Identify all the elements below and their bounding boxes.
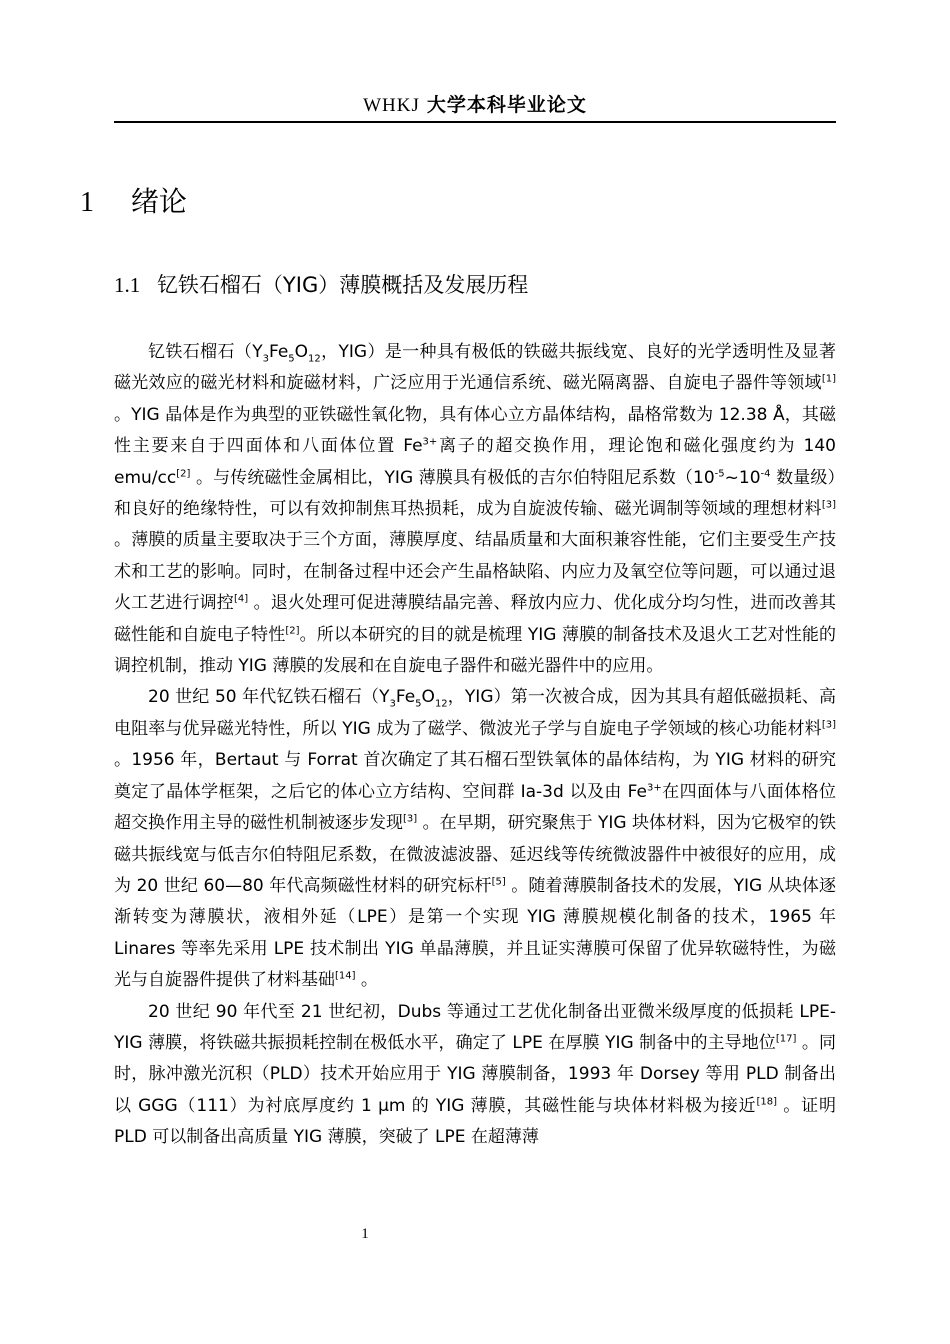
text-run: 。所以本研究的目的就是梳理 YIG 薄膜的制备技术及退火工艺对性能的调控机制，推动 YIG 薄膜的发展和在自旋电子器件和磁光器件中的应用。: [114, 624, 836, 677]
text-run: 。同时，脉冲激光沉积（PLD）技术开始应用于 YIG 薄膜制备，1993 年 Dorsey 等用 PLD 制备出以 GGG（111）为衬底厚度约 1 μm 的 YIG 薄膜，其磁性能与块体材料极为接近: [114, 1032, 837, 1116]
superscript: [17]: [775, 1033, 797, 1045]
text-run: 在四面体与八面体格位超交换作用主导的磁性机制被逐步发现: [114, 781, 836, 834]
superscript: -4: [760, 467, 771, 479]
superscript: [5]: [491, 876, 506, 888]
text-run: 钇铁石榴石（Y: [148, 342, 263, 362]
chapter-heading: [80, 184, 187, 221]
page-number: 1: [361, 1226, 369, 1242]
header-title: 大学本科毕业论文: [426, 94, 587, 116]
text-run: 。1956 年，Bertaut 与 Forrat 首次确定了其石榴石型铁氧体的晶体结构，为 YIG 材料的研究奠定了晶体学框架，之后它的体心立方结构、空间群 Ia-3d 以及由 Fe: [114, 750, 836, 802]
paragraph: [114, 997, 836, 1154]
superscript: [1]: [821, 373, 836, 385]
subscript: 3: [262, 353, 269, 365]
superscript: [4]: [233, 593, 249, 605]
running-header: [114, 92, 836, 119]
text-run: 20 世纪 90 年代至 21 世纪初，Dubs 等通过工艺优化制备出亚微米级厚度的低损耗 LPE-YIG 薄膜，将铁磁共振损耗控制在极低水平，确定了 LPE 在厚膜 YIG 制备中的主导地位: [114, 1001, 836, 1053]
text-run: ，YIG）第一次被合成，因为其具有超低磁损耗、高电阻率与优异磁光特性，所以 YIG 成为了磁学、微波光子学与自旋电子学领域的核心功能材料: [114, 687, 836, 739]
text-run: O: [294, 342, 309, 362]
text-run: 离子的超交换作用，理论饱和磁化强度约为 140 emu/cc: [114, 436, 836, 488]
text-run: 。与传统磁性金属相比，YIG 薄膜具有极低的吉尔伯特阻尼系数（10: [190, 467, 715, 488]
subscript: 5: [288, 353, 295, 365]
text-run: 。YIG 晶体是作为典型的亚铁磁性氧化物，具有体心立方晶体结构，晶格常数为 12.38 Å，其磁性主要来自于四面体和八面体位置 Fe: [114, 404, 836, 457]
section-number: 1.1: [114, 273, 141, 297]
text-run: 。退火处理可促进薄膜结晶完善、释放内应力、优化成分均匀性，进而改善其磁性能和自旋电子特性: [114, 593, 837, 645]
text-run: 。在早期，研究聚焦于 YIG 块体材料，因为它极窄的铁磁共振线宽与低吉尔伯特阻尼系数，在微波滤波器、延迟线等传统微波器件中被很好的应用，成为 20 世纪 60—80 年代高频磁性材料的研究标杆: [114, 813, 836, 896]
text-run: Fe: [268, 342, 289, 362]
superscript: -5: [714, 467, 725, 479]
superscript: [2]: [176, 467, 191, 479]
text-run: 。: [355, 970, 378, 991]
superscript: [3]: [403, 813, 418, 825]
paragraph: [114, 682, 836, 996]
text-run: O: [421, 687, 435, 708]
header-latin: WHKJ: [363, 95, 420, 116]
text-run: Fe: [395, 687, 416, 708]
chapter-title: 绪论: [130, 185, 187, 218]
superscript: [14]: [335, 970, 356, 982]
text-run: 。证明 PLD 可以制备出高质量 YIG 薄膜，突破了 LPE 在超薄薄: [114, 1095, 837, 1148]
superscript: 3+: [647, 782, 662, 794]
subscript: 5: [415, 698, 422, 710]
section-title: 钇铁石榴石（YIG）薄膜概括及发展历程: [156, 273, 529, 297]
superscript: [2]: [285, 625, 300, 636]
superscript: [3]: [821, 499, 836, 511]
superscript: [3]: [821, 719, 836, 731]
paragraph: [114, 337, 836, 682]
body-text: [114, 337, 836, 1154]
subscript: 3: [389, 698, 396, 710]
subscript: 12: [434, 698, 448, 710]
text-run: ~10: [724, 467, 761, 488]
superscript: [18]: [756, 1096, 778, 1108]
superscript: 3+: [422, 436, 438, 448]
section-heading: [114, 270, 528, 300]
text-run: 数量级）和良好的绝缘特性，可以有效抑制焦耳热损耗，成为自旋波传输、磁光调制等领域的理想材料: [114, 467, 837, 520]
subscript: 12: [308, 353, 321, 365]
text-run: 。随着薄膜制备技术的发展，YIG 从块体逐渐转变为薄膜状，液相外延（LPE）是第一个实现 YIG 薄膜规模化制备的技术，1965 年 Linares 等率先采用 LPE 技术制出 YIG 单晶薄膜，并且证实薄膜可保留了优异软磁特性，为磁光与自旋器件提供了材料基础: [114, 875, 836, 991]
chapter-number: 1: [80, 187, 94, 218]
text-run: 20 世纪 50 年代钇铁石榴石（Y: [148, 687, 390, 708]
text-run: ，YIG）是一种具有极低的铁磁共振线宽、良好的光学透明性及显著磁光效应的磁光材料和旋磁材料，广泛应用于光通信系统、磁光隔离器、自旋电子器件等领域: [114, 342, 836, 394]
header-rule: [114, 121, 836, 123]
text-run: 。薄膜的质量主要取决于三个方面，薄膜厚度、结晶质量和大面积兼容性能，它们主要受生产技术和工艺的影响。同时，在制备过程中还会产生晶格缺陷、内应力及氧空位等问题，可以通过退火工艺进行调控: [114, 530, 836, 614]
